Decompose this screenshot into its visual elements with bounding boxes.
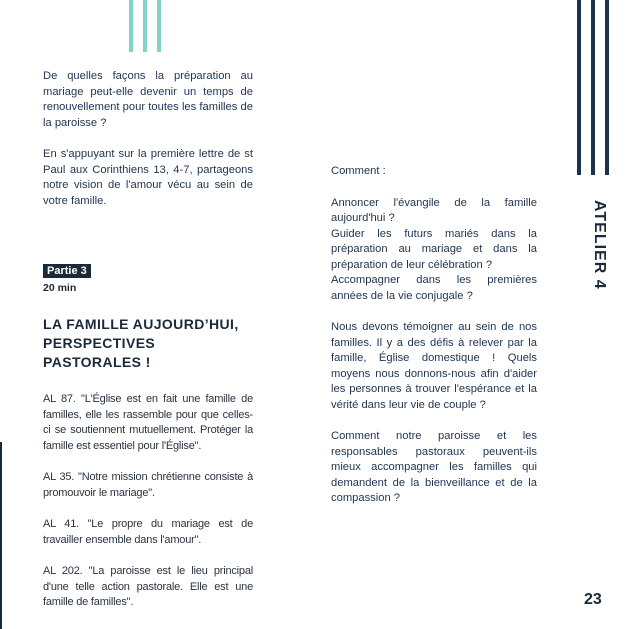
part-duration: 20 min [43, 281, 77, 294]
top-teal-stripe-2 [143, 0, 147, 52]
intro-comment: Comment : [331, 165, 386, 177]
right-navy-stripe-3 [605, 0, 609, 175]
left-edge-line [0, 442, 2, 629]
right-navy-stripe-2 [591, 0, 595, 175]
question-renewal: De quelles façons la préparation au mariage peut-elle devenir un temps de renouvellement pour toutes les familles de la paroisse ? [43, 70, 253, 129]
list-item-guide: Guider les futurs mariés dans la préparation au mariage et dans la préparation de leur célébration ? [331, 227, 537, 271]
top-teal-stripe-3 [157, 0, 161, 52]
list-item-accompany: Accompagner dans les premières années de la vie conjugale ? [331, 274, 537, 302]
quote-al-202: AL 202. "La paroisse est le lieu principal d'une telle action pastorale. Elle est une famille de familles". [43, 565, 253, 608]
atelier-label: ATELIER 4 [591, 200, 608, 290]
right-navy-stripe-1 [577, 0, 581, 175]
paragraph-parish: Comment notre paroisse et les responsables pastoraux peuvent-ils mieux accompagner les familles qui demandent de la bienveillance et de la compassion ? [331, 430, 537, 504]
page-number: 23 [584, 591, 602, 608]
quote-al-35: AL 35. "Notre mission chrétienne consiste à promouvoir le mariage". [43, 471, 253, 499]
left-column [43, 69, 253, 611]
part-badge: Partie 3 [43, 264, 91, 278]
list-item-announce: Annoncer l'évangile de la famille aujourd'hui ? [331, 196, 537, 224]
quote-al-87: AL 87. "L'Église est en fait une famille de familles, elle les rassemble pour que celles-ci se soutiennent mutuellement. Protéger la famille est essentiel pour l'Église". [43, 393, 253, 452]
section-heading-line-3: PASTORALES ! [43, 354, 151, 370]
quote-al-41: AL 41. "Le propre du mariage est de travailler ensemble dans l'amour". [43, 518, 253, 546]
paragraph-testimony: Nous devons témoigner au sein de nos familles. Il y a des défis à relever par la famille, Église domestique ! Quels moyens nous donnons-nous afin d'aider les personnes à trouver l'espérance et la vérité dans leur vie de couple ? [331, 321, 537, 411]
section-heading-line-1: LA FAMILLE AUJOURD’HUI, [43, 316, 239, 332]
right-column [331, 164, 537, 507]
question-corinthians: En s'appuyant sur la première lettre de st Paul aux Corinthiens 13, 4-7, partageons notre vision de l'amour vécu au sein de votre famille. [43, 148, 253, 207]
section-heading-line-2: PERSPECTIVES [43, 335, 156, 351]
section-heading [43, 315, 253, 372]
top-teal-stripe-1 [129, 0, 133, 52]
